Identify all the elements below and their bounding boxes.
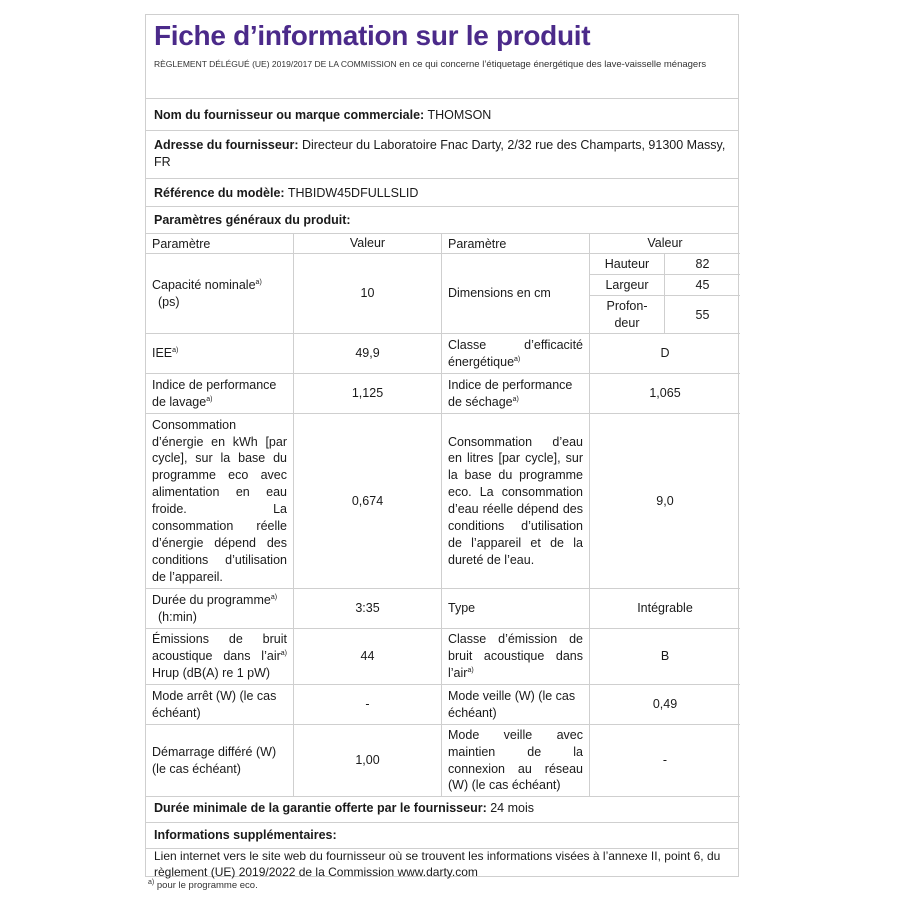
iee-value: 49,9 <box>294 334 442 374</box>
standby-value: 0,49 <box>590 685 740 725</box>
footnote-marker: a) <box>148 878 155 886</box>
delay-start-label: Démarrage différé (W) (le cas échéant) <box>146 725 294 797</box>
page-title: Fiche d’information sur le produit <box>154 20 591 51</box>
model-reference-value: THBIDW45DFULLSLID <box>287 186 419 200</box>
noise-class-label: Classe d’émission de bruit acoustique dans l’air <box>448 632 583 680</box>
type-value: Intégrable <box>590 589 740 629</box>
iee-footnote: a) <box>172 346 179 354</box>
additional-info-row <box>146 823 738 849</box>
supplier-name-label: Nom du fournisseur ou marque commerciale: <box>154 108 425 122</box>
warranty-value: 24 mois <box>490 801 534 815</box>
col-header-value-right: Valeur <box>590 234 740 254</box>
duration-label-cell <box>146 589 294 629</box>
wash-label-cell <box>146 374 294 414</box>
noise-label-cell <box>146 629 294 685</box>
energy-label: Consommation d’énergie en kWh [par cycle], sur la base du programme eco avec alimentation en eau froide. La consommation réelle d’énergie dépend des conditions d’utilisation de l’appareil. <box>146 414 294 589</box>
regulation-description: en ce qui concerne l’étiquetage énergétique des lave-vaisselle ménagers <box>396 59 707 70</box>
energy-value: 0,674 <box>294 414 442 589</box>
off-mode-label: Mode arrêt (W) (le cas échéant) <box>146 685 294 725</box>
noise-class-value: B <box>590 629 740 685</box>
additional-info-text: Lien internet vers le site web du fournisseur où se trouvent les informations visées à l’annexe II, point 6, du règlement (UE) 2019/2022 de la Commission www.darty.com <box>154 849 721 879</box>
params-section-row <box>146 207 738 234</box>
dry-label-cell <box>442 374 590 414</box>
capacity-label: Capacité nominale <box>152 277 256 292</box>
efficiency-label: Classe d’efficacité énergétique <box>448 337 583 369</box>
product-information-sheet <box>145 14 739 877</box>
supplier-address-label: Adresse du fournisseur: <box>154 138 299 152</box>
col-header-value-left: Valeur <box>294 234 442 254</box>
wash-label: Indice de performance de lavage <box>152 377 277 409</box>
dry-label: Indice de performance de séchage <box>448 377 573 409</box>
model-reference-label: Référence du modèle: <box>154 186 285 200</box>
duration-footnote: a) <box>270 593 278 601</box>
iee-label-cell <box>146 334 294 374</box>
efficiency-value: D <box>590 334 740 374</box>
wash-value: 1,125 <box>294 374 442 414</box>
efficiency-footnote: a) <box>514 355 521 363</box>
off-mode-value: - <box>294 685 442 725</box>
warranty-label: Durée minimale de la garantie offerte par le fournisseur: <box>154 801 487 815</box>
col-header-param-left: Paramètre <box>146 234 294 254</box>
capacity-unit: (ps) <box>158 294 180 309</box>
noise-unit: Hrup (dB(A) re 1 pW) <box>152 665 271 680</box>
supplier-name-value: THOMSON <box>427 108 492 122</box>
footnote <box>148 880 258 891</box>
supplier-name-row <box>146 99 738 131</box>
noise-label: Émissions de bruit acoustique dans l’air <box>152 632 287 664</box>
networked-standby-value: - <box>590 725 740 797</box>
footnote-text: pour le programme eco. <box>156 880 258 891</box>
capacity-value: 10 <box>294 254 442 334</box>
supplier-address-row <box>146 131 738 179</box>
noise-footnote: a) <box>280 649 287 657</box>
duration-label: Durée du programme <box>152 592 271 607</box>
capacity-label-cell <box>146 254 294 334</box>
capacity-footnote: a) <box>255 278 262 286</box>
water-value: 9,0 <box>590 414 740 589</box>
dry-value: 1,065 <box>590 374 740 414</box>
model-reference-row <box>146 179 738 207</box>
water-label: Consommation d’eau en litres [par cycle], sur la base du programme eco. La consommation d’eau réelle dépend des conditions d’utilisation de l’appareil et de la dureté de l’eau. <box>442 414 590 589</box>
noise-class-footnote: a) <box>467 666 474 674</box>
col-header-param-right: Paramètre <box>442 234 590 254</box>
type-label: Type <box>442 589 590 629</box>
regulation-reference <box>154 59 729 71</box>
height-label: Hauteur <box>590 254 665 275</box>
depth-label: Profon-deur <box>590 296 665 334</box>
depth-value: 55 <box>695 307 710 322</box>
supplier-address-value: Directeur du Laboratoire Fnac Darty, 2/32 rue des Champarts, 91300 Massy, FR <box>154 138 726 169</box>
dry-footnote: a) <box>512 395 519 403</box>
width-value: 45 <box>665 275 740 296</box>
title-row <box>146 15 738 99</box>
dimensions-label: Dimensions en cm <box>442 254 590 334</box>
dimensions-cell <box>590 254 740 334</box>
duration-value: 3:35 <box>294 589 442 629</box>
delay-start-value: 1,00 <box>294 725 442 797</box>
duration-unit: (h:min) <box>158 609 197 624</box>
efficiency-label-cell <box>442 334 590 374</box>
wash-footnote: a) <box>206 395 213 403</box>
additional-info-text-row <box>146 849 738 878</box>
standby-label: Mode veille (W) (le cas échéant) <box>442 685 590 725</box>
params-section-title: Paramètres généraux du produit: <box>154 213 351 227</box>
noise-value: 44 <box>294 629 442 685</box>
regulation-name: RÈGLEMENT DÉLÉGUÉ (UE) 2019/2017 DE LA COMMISSION <box>154 59 397 69</box>
networked-standby-label: Mode veille avec maintien de la connexion au réseau (W) (le cas échéant) <box>442 725 590 797</box>
noise-class-label-cell <box>442 629 590 685</box>
width-label: Largeur <box>590 275 665 296</box>
additional-info-label: Informations supplémentaires: <box>154 828 337 842</box>
warranty-row <box>146 797 738 823</box>
iee-label: IEE <box>152 346 173 361</box>
height-value: 82 <box>665 254 740 275</box>
